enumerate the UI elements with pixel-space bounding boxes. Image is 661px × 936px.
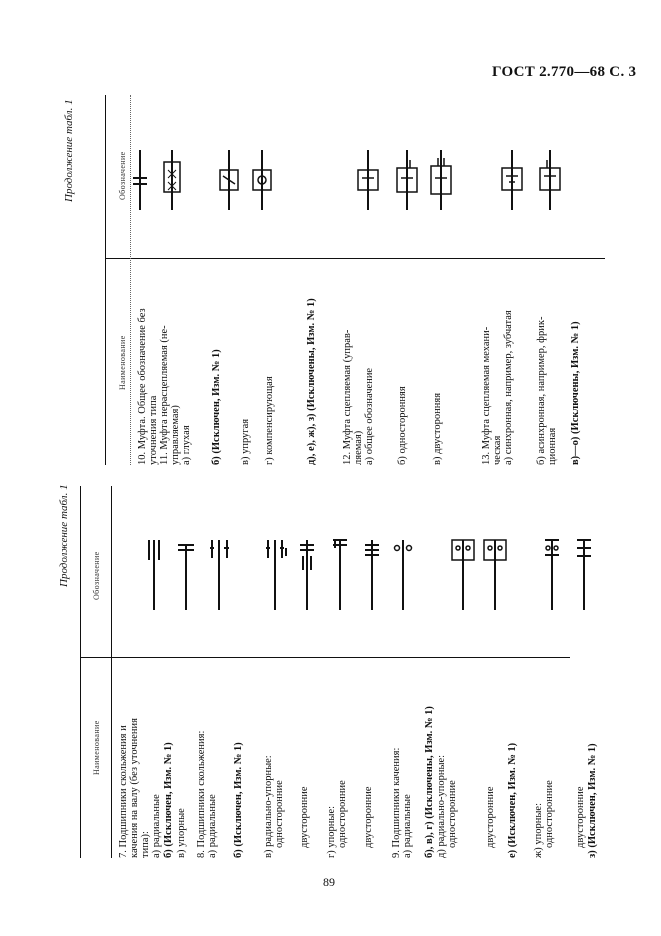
left-row-text: 7. Подшипники скольжения и — [118, 725, 129, 858]
left-row-text: 8. Подшипники скольжения: — [196, 730, 207, 858]
left-row-text: в) радиально-упорные: — [263, 755, 274, 858]
left-row-text: а) радиальные — [207, 794, 218, 858]
left-row-text: односторонние — [544, 780, 555, 848]
right-row-text: а) синхронная, например, зубчатая — [503, 310, 514, 465]
coupling-asynchronous-symbol — [540, 150, 560, 210]
left-row-text: 9. Подшипники качения: — [391, 747, 402, 858]
coupling-general-symbol — [133, 150, 147, 210]
coupling-rigid-symbol — [164, 150, 180, 210]
left-row-text: односторонние — [447, 780, 458, 848]
left-col-header-symbol: Обозначение — [92, 551, 101, 600]
rolling-bearing-thrust-single-symbol — [545, 540, 559, 610]
left-row-text: двусторонние — [485, 786, 496, 848]
rolling-bearing-angular-single-symbol — [452, 540, 474, 610]
right-row-text: а) общее обозначение — [364, 367, 375, 465]
right-continuation-label: Продолжение табл. 1 — [63, 99, 75, 202]
right-col-header-name: Наименование — [118, 335, 127, 390]
coupling-controlled-single-symbol — [397, 150, 417, 210]
rolling-bearing-radial-symbol — [395, 540, 412, 610]
left-row-text: двусторонние — [299, 786, 310, 848]
left-row-text: односторонние — [274, 780, 285, 848]
left-row-text: а) радиальные — [402, 794, 413, 858]
left-row-text: двусторонние — [575, 786, 586, 848]
bearing-thrust-symbol — [178, 545, 194, 610]
rolling-bearing-angular-double-symbol — [484, 540, 506, 610]
left-row-text: е) (Исключен, Изм. № 1) — [507, 742, 518, 858]
left-row-text: з) (Исключен, Изм. № 1) — [587, 743, 598, 858]
right-row-text: а) глухая — [181, 425, 192, 465]
left-continuation-label: Продолжение табл. 1 — [58, 484, 70, 587]
left-row-text: д) радиально-упорные: — [436, 754, 447, 858]
bearing-radial-symbol — [149, 540, 159, 610]
coupling-synchronous-symbol — [502, 150, 522, 210]
right-row-text: б) асинхронная, например, фрик- — [536, 316, 547, 465]
right-row-text: д), е), ж), з) (Исключены, Изм. № 1) — [306, 298, 317, 465]
right-row-text: 12. Муфта сцепляемая (управ- — [342, 329, 353, 465]
right-row-text: ляемая) — [353, 430, 364, 465]
left-row-text: б) (Исключен, Изм. № 1) — [233, 742, 244, 858]
right-row-text: в) двусторонняя — [432, 392, 443, 465]
coupling-elastic-symbol — [220, 150, 238, 210]
coupling-compensating-symbol — [253, 150, 271, 210]
left-row-text: в) упорные — [176, 808, 187, 858]
left-row-text: г) упорные: — [326, 805, 337, 858]
left-row-text: б), в), г) (Исключены, Изм. № 1) — [424, 706, 435, 858]
right-row-text: уточнения типа — [148, 395, 159, 465]
right-row-text: 10. Муфта. Общее обозначение без — [137, 308, 148, 465]
left-row-text: ж) упорные: — [533, 803, 544, 858]
right-row-text: 13. Муфта сцепляемая механи- — [481, 326, 492, 465]
page-number: 89 — [323, 875, 335, 889]
right-row-text: в) упругая — [240, 418, 251, 465]
left-col-header-name: Наименование — [92, 720, 101, 775]
coupling-controlled-double-symbol — [431, 150, 451, 210]
right-col-header-symbol: Обозначение — [118, 151, 127, 200]
left-row-text: типа): — [140, 831, 151, 858]
left-row-text: качения на валу (без уточнения — [129, 718, 140, 858]
left-row-text: б) (Исключен, Изм. № 1) — [163, 742, 174, 858]
rolling-bearing-thrust-double-symbol — [577, 540, 591, 610]
left-row-text: двусторонние — [363, 786, 374, 848]
plain-bearing-angular-double-symbol — [300, 540, 314, 610]
left-row-text: односторонние — [337, 780, 348, 848]
plain-bearing-thrust-single-symbol — [333, 540, 347, 610]
right-row-text: г) компенсирующая — [264, 376, 275, 465]
right-row-text: б) односторонняя — [397, 386, 408, 465]
gost-header: ГОСТ 2.770—68 С. 3 — [492, 64, 637, 80]
coupling-controlled-general-symbol — [358, 150, 378, 210]
right-row-text: ционная — [547, 427, 558, 465]
right-row-text: управляемая) — [170, 405, 181, 465]
left-row-text: а) радиальные — [151, 794, 162, 858]
plain-bearing-thrust-double-symbol — [365, 540, 379, 610]
plain-bearing-angular-single-symbol — [266, 540, 286, 610]
right-row-text: ческая — [492, 435, 503, 465]
right-row-text: в)—о) (Исключены, Изм. № 1) — [570, 321, 581, 465]
right-row-text: 11. Муфта нерасцепляемая (не- — [159, 325, 170, 465]
right-row-text: б) (Исключен, Изм. № 1) — [211, 349, 222, 465]
plain-bearing-radial-symbol — [210, 540, 229, 610]
